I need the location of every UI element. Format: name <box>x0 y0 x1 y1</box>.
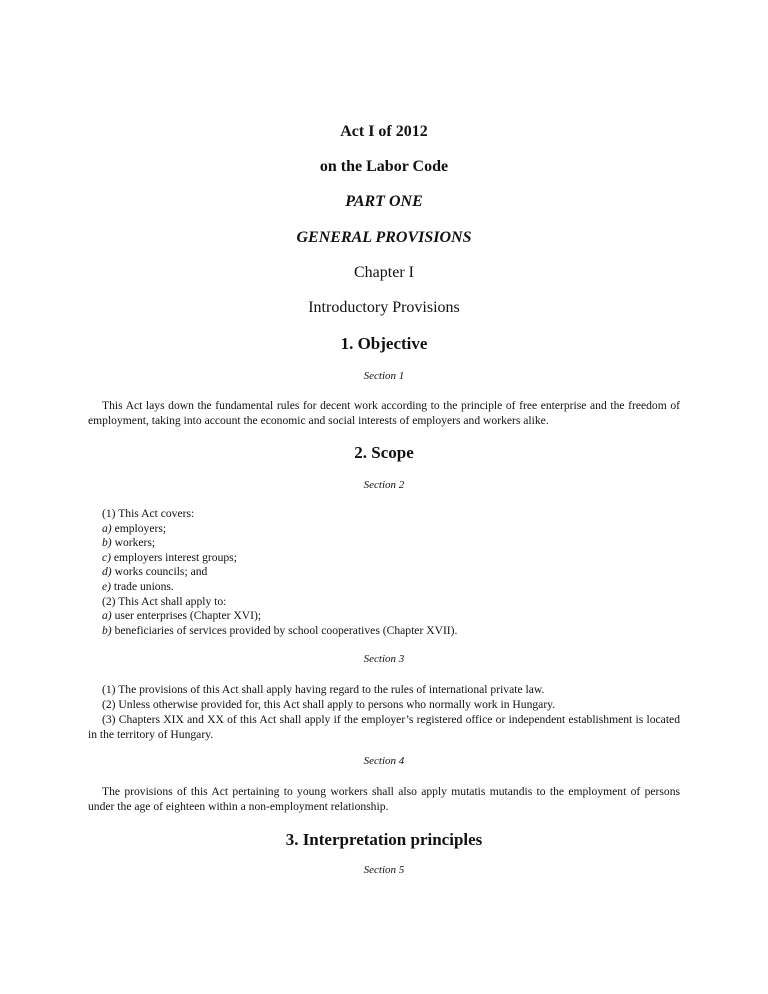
section-4-paragraph <box>88 784 680 814</box>
section-5-label: Section 5 <box>363 864 405 876</box>
list-item: (1) This Act covers: <box>102 507 195 520</box>
section-3-para-2: (2) Unless otherwise provided for, this Act shall apply to persons who normally work in Hungary. <box>102 698 556 711</box>
section-2-label: Section 2 <box>363 479 405 491</box>
part-title: GENERAL PROVISIONS <box>296 229 472 246</box>
chapter-title: Introductory Provisions <box>308 299 460 316</box>
objective-paragraph <box>88 398 680 428</box>
section-1-label: Section 1 <box>363 370 405 382</box>
objective-heading: 1. Objective <box>340 334 428 353</box>
section-3-paragraphs <box>88 682 680 742</box>
act-subtitle: on the Labor Code <box>319 158 449 175</box>
list-item: b) beneficiaries of services provided by school cooperatives (Chapter XVII). <box>102 623 458 637</box>
list-item: b) workers; <box>102 536 156 550</box>
objective-text: This Act lays down the fundamental rules for decent work according to the principle of free enterprise and the freedom of employment, taking into account the economic and social interests of employers and workers alike. <box>88 399 680 427</box>
act-title: Act I of 2012 <box>340 123 428 140</box>
section-3-label: Section 3 <box>363 653 405 665</box>
list-item: (2) This Act shall apply to: <box>102 594 227 608</box>
section-4-label: Section 4 <box>363 755 405 767</box>
scope-heading: 2. Scope <box>354 443 414 462</box>
list-item: c) employers interest groups; <box>102 550 237 564</box>
section-2-list <box>102 507 680 638</box>
list-item: a) user enterprises (Chapter XVI); <box>102 609 262 623</box>
part-heading: PART ONE <box>345 193 423 210</box>
interpretation-heading: 3. Interpretation principles <box>285 830 483 849</box>
section-4-text: The provisions of this Act pertaining to young workers shall also apply mutatis mutandis to the employment of persons under the age of eighteen within a non-employment relationship. <box>88 785 680 813</box>
list-item: e) trade unions. <box>102 579 174 593</box>
section-3-para-3: (3) Chapters XIX and XX of this Act shall apply if the employer’s registered office or independent establishment is located in the territory of Hungary. <box>88 713 680 741</box>
chapter-heading: Chapter I <box>354 264 414 281</box>
list-item: a) employers; <box>102 521 167 535</box>
list-item: d) works councils; and <box>102 565 208 579</box>
section-3-para-1: (1) The provisions of this Act shall apply having regard to the rules of international private law. <box>102 683 545 696</box>
